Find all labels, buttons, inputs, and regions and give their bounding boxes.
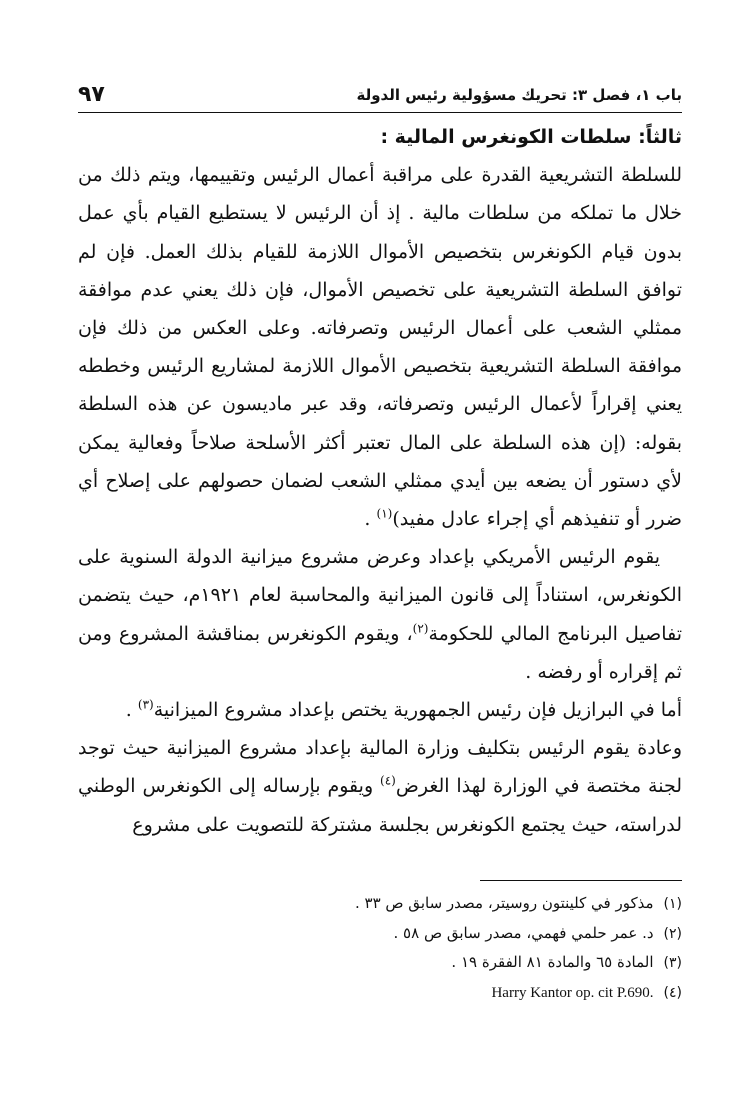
footnote-number: (٤) (663, 984, 682, 1001)
page-number: ٩٧ (78, 82, 105, 107)
footnote-text: د. عمر حلمي فهمي، مصدر سابق ص ٥٨ . (393, 923, 654, 942)
footnote-number: (٢) (663, 925, 682, 942)
footnote-1 (78, 889, 682, 919)
paragraph-text: يقوم الرئيس الأمريكي بإعداد وعرض مشروع ميزانية الدولة السنوية على الكونغرس، استناداً إلى قانون الميزانية والمحاسبة لعام ١٩٢١م، حيث يتضمن تفاصيل البرنامج المالي للحكومة (78, 546, 682, 645)
footnote-text: مذكور في كلينتون روسيتر، مصدر سابق ص ٣٣ . (354, 894, 654, 912)
footnote-number: (٣) (663, 955, 682, 971)
paragraph-text: . (125, 699, 138, 722)
paragraph-1 (78, 156, 682, 538)
footnote-separator (480, 880, 682, 881)
main-text (78, 118, 682, 844)
paragraph-text: ويقوم بإرساله إلى الكونغرس الوطني لدراسته، حيث يجتمع الكونغرس بجلسة مشتركة للتصويت على مشروع (78, 775, 682, 836)
paragraph-2 (78, 538, 682, 691)
footnote-ref: (١) (376, 506, 393, 521)
footnote-number: (١) (663, 896, 682, 912)
footnote-3 (78, 948, 682, 978)
footnote-text: Harry Kantor op. cit P.690. (491, 984, 654, 1001)
running-header (78, 82, 682, 113)
footnote-4 (78, 978, 682, 1008)
footnote-text: المادة ٦٥ والمادة ٨١ الفقرة ١٩ . (451, 953, 654, 971)
running-title: باب ١، فصل ٣: تحريك مسؤولية رئيس الدولة (356, 86, 682, 104)
footnotes (78, 880, 682, 1007)
footnote-ref: (٢) (412, 621, 429, 636)
paragraph-text: ، ويقوم الكونغرس بمناقشة المشروع ومن ثم إقراره أو رفضه . (78, 622, 682, 683)
paragraph-text: . (364, 508, 377, 531)
paragraph-4 (78, 729, 682, 844)
paragraph-text: وعادة يقوم الرئيس بتكليف وزارة المالية بإعداد مشروع الميزانية حيث توجد لجنة مختصة في الوزارة لهذا الغرض (78, 737, 682, 798)
footnote-2 (78, 919, 682, 949)
footnote-ref: (٣) (137, 697, 154, 712)
footnote-ref: (٤) (380, 774, 396, 789)
paragraph-3 (78, 691, 682, 729)
paragraph-text: للسلطة التشريعية القدرة على مراقبة أعمال الرئيس وتقييمها، ويتم ذلك من خلال ما تملكه من سلطات مالية . إذ أن الرئيس لا يستطيع القيام بأي عمل بدون قيام الكونغرس بتخصيص الأموال اللازمة للقيام بذلك العمل. فإن لم توافق السلطة التشريعية على تخصيص الأموال، فإن ذلك يعني عدم موافقة ممثلي الشعب على أعمال الرئيس وتصرفاته. وعلى العكس من ذلك فإن موافقة السلطة التشريعية بتخصيص الأموال اللازمة لمشاريع الرئيس وخططه يعني إقراراً لأعمال الرئيس وتصرفاته، وقد عبر ماديسون عن هذه السلطة بقوله: (إن هذه السلطة على المال تعتبر أكثر الأسلحة صلاحاً وفعالية يمكن لأي دستور أن يضعه بين أيدي ممثلي الشعب لضمان حصولهم على إصلاح أي ضرر أو تنفيذهم أي إجراء عادل مفيد) (78, 164, 682, 531)
paragraph-text: أما في البرازيل فإن رئيس الجمهورية يختص بإعداد مشروع الميزانية (153, 699, 682, 722)
section-heading: ثالثاً: سلطات الكونغرس المالية : (380, 126, 682, 148)
